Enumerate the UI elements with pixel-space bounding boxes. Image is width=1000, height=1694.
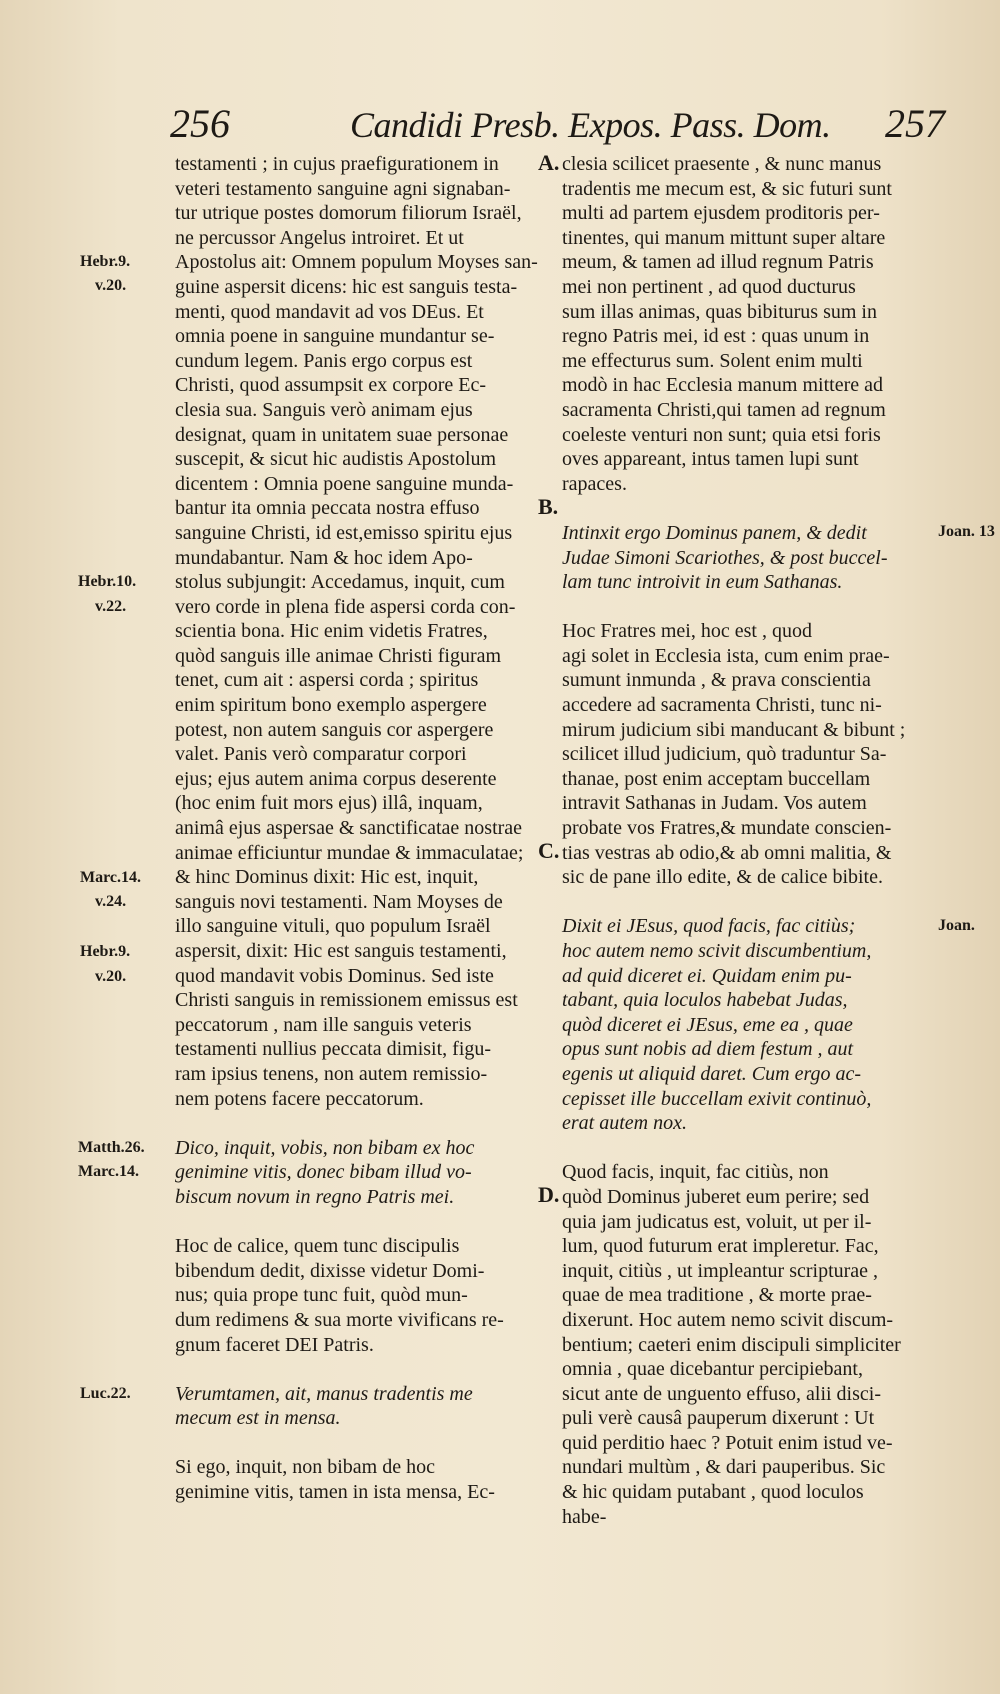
text-line: vero corde in plena fide aspersi corda con- bbox=[175, 595, 516, 618]
text-line: nem potens facere peccatorum. bbox=[175, 1087, 424, 1110]
text-line: quòd Dominus juberet eum perire; sed bbox=[562, 1185, 870, 1208]
text-line: animae efficiuntur mundae & immaculatae; bbox=[175, 841, 524, 864]
paragraph-gap bbox=[562, 1136, 962, 1161]
text-line: Quod facis, inquit, fac citiùs, non bbox=[562, 1161, 829, 1184]
text-line: tinentes, qui manum mittunt super altare bbox=[562, 226, 886, 249]
text-line: tenet, cum ait : aspersi corda ; spiritus bbox=[175, 669, 479, 692]
text-line: sanguine Christi, id est,emisso spiritu ejus bbox=[175, 521, 513, 544]
text-line: hoc autem nemo scivit discumbentium, bbox=[562, 940, 872, 962]
margin-note: Luc.22. bbox=[80, 1385, 131, 1402]
text-line: potest, non autem sanguis cor aspergere bbox=[175, 718, 494, 741]
text-line: Apostolus ait: Omnem populum Moyses san- bbox=[175, 251, 538, 274]
text-line: clesia sua. Sanguis verò animam ejus bbox=[175, 398, 473, 421]
text-line: veteri testamento sanguine agni signaban- bbox=[175, 177, 511, 200]
text-line: sicut ante de unguento effuso, alii disci- bbox=[562, 1382, 881, 1405]
text-line: genimine vitis, tamen in ista mensa, Ec- bbox=[175, 1481, 495, 1504]
text-line: sacramenta Christi,qui tamen ad regnum bbox=[562, 398, 886, 421]
text-line: quid perditio haec ? Potuit enim istud ve- bbox=[562, 1431, 893, 1454]
text-line: intravit Sathanas in Judam. Vos autem bbox=[562, 792, 867, 815]
text-line: aspersit, dixit: Hic est sanguis testamenti, bbox=[175, 940, 507, 962]
page-number-right: 257 bbox=[885, 101, 945, 146]
text-line: suscepit, & sicut hic audistis Apostolum bbox=[175, 448, 497, 471]
text-line: (hoc enim fuit mors ejus) illâ, inquam, bbox=[175, 792, 483, 815]
section-letter-d: D. bbox=[538, 1182, 560, 1207]
paragraph-gap bbox=[175, 1431, 555, 1456]
text-line: guine aspersit dicens: hic est sanguis testa- bbox=[175, 275, 518, 298]
text-line: egenis ut aliquid daret. Cum ergo ac- bbox=[562, 1062, 862, 1085]
text-line: inquit, citiùs , ut impleantur scripturae , bbox=[562, 1259, 879, 1282]
paragraph-gap bbox=[562, 595, 962, 620]
paragraph-gap bbox=[562, 496, 962, 521]
text-line: omnia , quae dicebantur percipiebant, bbox=[562, 1358, 863, 1381]
text-line: valet. Panis verò comparatur corpori bbox=[175, 743, 467, 766]
text-line: cundum legem. Panis ergo corpus est bbox=[175, 349, 473, 372]
margin-note: Marc.14. bbox=[78, 1163, 140, 1180]
text-line: Hoc Fratres mei, hoc est , quod bbox=[562, 620, 812, 643]
text-line: cepisset ille buccellam exivit continuò, bbox=[562, 1087, 872, 1110]
text-line: Hoc de calice, quem tunc discipulis bbox=[175, 1235, 460, 1258]
text-line: dixerunt. Hoc autem nemo scivit discum- bbox=[562, 1308, 894, 1331]
text-line: habe- bbox=[562, 1505, 607, 1528]
paragraph-gap bbox=[175, 1210, 555, 1235]
page-number-left: 256 bbox=[170, 101, 230, 146]
text-line: bantur ita omnia peccata nostra effuso bbox=[175, 497, 480, 520]
text-line: tradentis me mecum est, & sic futuri sunt bbox=[562, 177, 892, 200]
text-line: Si ego, inquit, non bibam de hoc bbox=[175, 1456, 435, 1479]
text-line: Christi sanguis in remissionem emissus est bbox=[175, 989, 518, 1012]
text-line: scientia bona. Hic enim videtis Fratres, bbox=[175, 620, 488, 643]
text-line: rapaces. bbox=[562, 472, 627, 495]
text-line: Judae Simoni Scariothes, & post buccel- bbox=[562, 546, 888, 569]
text-line: mundabantur. Nam & hoc idem Apo- bbox=[175, 546, 473, 569]
text-line: dicentem : Omnia poene sanguine munda- bbox=[175, 472, 514, 495]
text-line: regno Patris mei, id est : quas unum in bbox=[562, 325, 870, 348]
text-line: Christi, quod assumpsit ex corpore Ec- bbox=[175, 374, 487, 397]
text-line: tabant, quia loculos habebat Judas, bbox=[562, 989, 848, 1012]
text-line: & hinc Dominus dixit: Hic est, inquit, bbox=[175, 866, 479, 889]
margin-note: Hebr.9. bbox=[80, 943, 131, 960]
section-letter-a: A. bbox=[538, 150, 560, 175]
text-line: quia jam judicatus est, voluit, ut per il- bbox=[562, 1210, 872, 1233]
text-line: Dixit ei JEsus, quod facis, fac citiùs; bbox=[562, 915, 856, 938]
text-line: animâ ejus aspersae & sanctificatae nostrae bbox=[175, 817, 523, 840]
text-line: quòd diceret ei JEsus, eme ea , quae bbox=[562, 1013, 853, 1036]
text-line: bentium; caeteri enim discipuli simpliciter bbox=[562, 1333, 901, 1356]
text-line: ram ipsius tenens, non autem remissio- bbox=[175, 1062, 488, 1085]
text-line: sanguis novi testamenti. Nam Moyses de bbox=[175, 890, 503, 913]
text-line: quòd sanguis ille animae Christi figuram bbox=[175, 644, 502, 667]
text-line: menti, quod mandavit ad vos DEus. Et bbox=[175, 300, 484, 323]
text-line: designat, quam in unitatem suae personae bbox=[175, 423, 509, 446]
text-line: thanae, post enim acceptam buccellam bbox=[562, 767, 871, 790]
margin-note: v.20. bbox=[95, 277, 127, 294]
text-line: biscum novum in regno Patris mei. bbox=[175, 1185, 455, 1208]
text-line: illo sanguine vituli, quo populum Israël bbox=[175, 915, 491, 938]
running-title: Candidi Presb. Expos. Pass. Dom. bbox=[350, 105, 831, 145]
text-line: & hic quidam putabant , quod loculos bbox=[562, 1481, 864, 1504]
text-line: multi ad partem ejusdem proditoris per- bbox=[562, 202, 880, 225]
text-line: Dico, inquit, vobis, non bibam ex hoc bbox=[175, 1136, 475, 1159]
text-line: enim spiritum bono exemplo aspergere bbox=[175, 694, 487, 717]
text-line: mecum est in mensa. bbox=[175, 1407, 341, 1430]
section-letter-c: C. bbox=[538, 838, 560, 863]
section-letter-b: B. bbox=[538, 494, 559, 519]
text-line: tur utrique postes domorum filiorum Israël, bbox=[175, 202, 522, 225]
text-line: opus sunt nobis ad diem festum , aut bbox=[562, 1038, 854, 1061]
text-line: puli verè causâ pauperum dixerunt : Ut bbox=[562, 1407, 875, 1430]
text-line: accedere ad sacramenta Christi, tunc ni- bbox=[562, 694, 882, 717]
text-line: ne percussor Angelus introiret. Et ut bbox=[175, 226, 464, 249]
margin-note: v.22. bbox=[95, 598, 127, 615]
paragraph-gap bbox=[175, 1357, 555, 1382]
text-line: mei non pertinent , ad quod ducturus bbox=[562, 275, 856, 298]
text-line: Verumtamen, ait, manus tradentis me bbox=[175, 1382, 473, 1405]
text-line: coeleste venturi non sunt; quia etsi foris bbox=[562, 423, 881, 446]
text-line: ejus; ejus autem anima corpus deserente bbox=[175, 767, 497, 790]
margin-note: Joan. bbox=[938, 917, 975, 934]
text-line: sic de pane illo edite, & de calice bibite. bbox=[562, 866, 883, 889]
text-line: nundari multùm , & dari pauperibus. Sic bbox=[562, 1456, 886, 1479]
text-line: lam tunc introivit in eum Sathanas. bbox=[562, 571, 843, 594]
text-line: clesia scilicet praesente , & nunc manus bbox=[562, 153, 882, 175]
margin-note: v.24. bbox=[95, 893, 127, 910]
text-line: stolus subjungit: Accedamus, inquit, cum bbox=[175, 571, 505, 594]
margin-note: v.20. bbox=[95, 968, 127, 985]
text-line: nus; quia prope tunc fuit, quòd mun- bbox=[175, 1284, 468, 1307]
left-text-column bbox=[175, 152, 555, 1505]
margin-note: Matth.26. bbox=[78, 1139, 145, 1156]
text-line: gnum faceret DEI Patris. bbox=[175, 1333, 374, 1356]
text-line: omnia poene in sanguine mundantur se- bbox=[175, 325, 495, 348]
text-line: genimine vitis, donec bibam illud vo- bbox=[175, 1161, 472, 1184]
text-line: tias vestras ab odio,& ab omni malitia, & bbox=[562, 841, 892, 864]
paragraph-gap bbox=[562, 890, 962, 915]
text-line: modò in hac Ecclesia manum mittere ad bbox=[562, 374, 883, 397]
text-line: quae de mea traditione , & morte prae- bbox=[562, 1284, 872, 1307]
text-line: probate vos Fratres,& mundate conscien- bbox=[562, 817, 892, 840]
text-line: bibendum dedit, dixisse videtur Domi- bbox=[175, 1259, 485, 1282]
margin-note: Joan. 13 bbox=[938, 523, 995, 540]
margin-note: Hebr.10. bbox=[78, 573, 137, 590]
text-line: ad quid diceret ei. Quidam enim pu- bbox=[562, 964, 852, 987]
text-line: me effecturus sum. Solent enim multi bbox=[562, 349, 863, 372]
text-line: sumunt inmunda , & prava conscientia bbox=[562, 669, 871, 692]
text-line: meum, & tamen ad illud regnum Patris bbox=[562, 251, 874, 274]
margin-note: Hebr.9. bbox=[80, 253, 131, 270]
text-line: sum illas animas, quas bibiturus sum in bbox=[562, 300, 877, 323]
text-line: testamenti ; in cujus praefigurationem in bbox=[175, 153, 499, 175]
margin-note: Marc.14. bbox=[80, 869, 142, 886]
text-line: scilicet illud judicium, quò traduntur Sa- bbox=[562, 743, 887, 766]
text-line: testamenti nullius peccata dimisit, figu- bbox=[175, 1038, 492, 1061]
text-line: Intinxit ergo Dominus panem, & dedit bbox=[562, 521, 867, 544]
text-line: oves appareant, intus tamen lupi sunt bbox=[562, 448, 859, 471]
text-line: lum, quod futurum erat impleretur. Fac, bbox=[562, 1235, 879, 1258]
text-line: agi solet in Ecclesia ista, cum enim prae- bbox=[562, 644, 890, 667]
text-line: erat autem nox. bbox=[562, 1112, 687, 1135]
text-line: quod mandavit vobis Dominus. Sed iste bbox=[175, 964, 494, 987]
text-line: mirum judicium sibi manducant & bibunt ; bbox=[562, 718, 906, 741]
right-text-column bbox=[562, 152, 962, 1529]
paragraph-gap bbox=[175, 1111, 555, 1136]
text-line: peccatorum , nam ille sanguis veteris bbox=[175, 1013, 472, 1036]
text-line: dum redimens & sua morte vivificans re- bbox=[175, 1308, 504, 1331]
